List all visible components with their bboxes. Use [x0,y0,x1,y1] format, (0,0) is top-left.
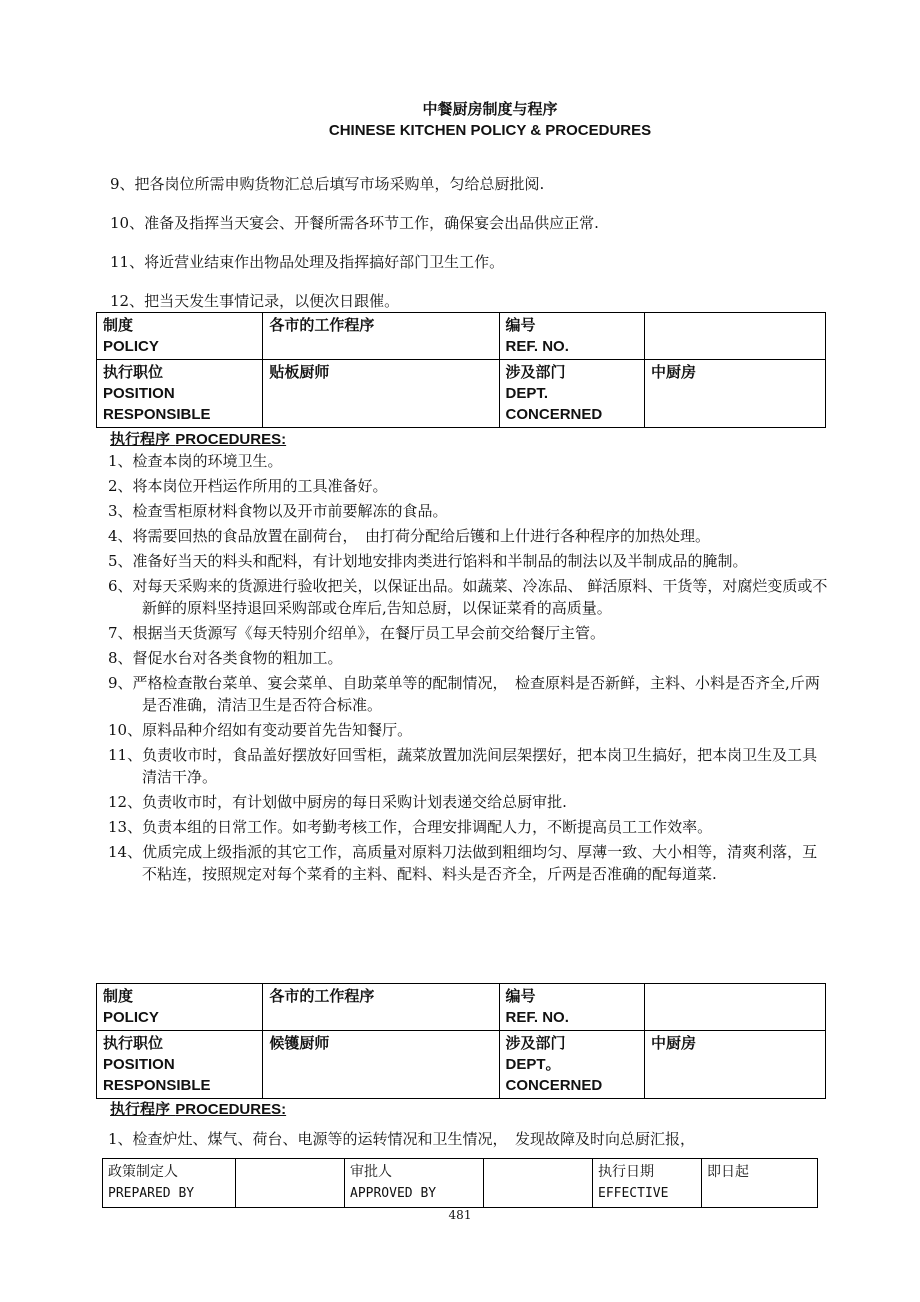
policy-label-cell: 制度 POLICY [97,313,263,360]
ref-value-cell [645,313,826,360]
policy-table-2 [96,983,826,1099]
procedure-item: 13、负责本组的日常工作。如考勤考核工作，合理安排调配人力，不断提高员工工作效率。 [108,818,713,836]
procedure-item: 1、检查炉灶、煤气、荷台、电源等的运转情况和卫生情况， 发现故障及时向总厨汇报， [108,1130,696,1148]
position-value-cell: 贴板厨师 [263,360,499,428]
procedure-item: 9、严格检查散台菜单、宴会菜单、自助菜单等的配制情况， 检查原料是否新鲜，主料、小料是否齐全,斤两是否准确，清洁卫生是否符合标准。 [108,674,820,714]
procedure-item: 3、检查雪柜原材料食物以及开市前要解冻的食品。 [108,502,448,520]
effective-label-cell: 执行日期 EFFECTIVE [593,1159,702,1208]
dept-label-cell: 涉及部门 DEPT. CONCERNED [499,360,645,428]
policy-table-1 [96,312,826,428]
procedure-item: 5、准备好当天的料头和配料，有计划地安排肉类进行馅料和半制品的制法以及半制成品的腌制。 [108,552,748,570]
procedure-item: 10、原料品种介绍如有变动要首先告知餐厅。 [108,721,413,739]
policy-label-cell: 制度 POLICY [97,984,263,1031]
procedure-item: 14、优质完成上级指派的其它工作，高质量对原料刀法做到粗细均匀、厚薄一致、大小相等，清爽利落，互不粘连，按照规定对每个菜肴的主料、配料、料头是否齐全，斤两是否准确的配每道菜. [108,843,818,883]
ref-label-cell: 编号 REF. NO. [499,984,645,1031]
prepared-value-cell [236,1159,345,1208]
document-title-english: CHINESE KITCHEN POLICY & PROCEDURES [328,122,652,139]
intro-item: 10、准备及指挥当天宴会、开餐所需各环节工作，确保宴会出品供应正常. [110,214,599,232]
document-title-chinese: 中餐厨房制度与程序 [422,100,558,118]
approved-value-cell [484,1159,593,1208]
position-label-cell: 执行职位 POSITION RESPONSIBLE [97,360,263,428]
procedure-item: 6、对每天采购来的货源进行验收把关，以保证出品。如蔬菜、冷冻品、 鲜活原料、干货等，对腐烂变质或不新鲜的原料坚持退回采购部或仓库后,告知总厨，以保证菜肴的高质量。 [108,577,828,617]
intro-item: 9、把各岗位所需申购货物汇总后填写市场采购单，匀给总厨批阅. [110,175,545,193]
ref-label-cell: 编号 REF. NO. [499,313,645,360]
procedures-list [108,450,828,888]
procedure-item: 1、检查本岗的环境卫生。 [108,452,283,470]
policy-value-cell: 各市的工作程序 [263,313,499,360]
procedures-heading: 执行程序 PROCEDURES: [110,1100,287,1118]
ref-value-cell [645,984,826,1031]
dept-value-cell: 中厨房 [645,360,826,428]
procedures-heading: 执行程序 PROCEDURES: [110,430,287,448]
effective-value-cell: 即日起 [702,1159,818,1208]
intro-list [110,172,830,328]
procedure-item: 7、根据当天货源写《每天特别介绍单》，在餐厅员工早会前交给餐厅主管。 [108,624,606,642]
procedure-item: 8、督促水台对各类食物的粗加工。 [108,649,343,667]
position-label-cell: 执行职位 POSITION RESPONSIBLE [97,1031,263,1099]
procedure-item: 11、负责收市时，食品盖好摆放好回雪柜，蔬菜放置加洗间层架摆好，把本岗卫生搞好，把本岗卫生及工具清洁干净。 [108,746,818,786]
approved-label-cell: 审批人 APPROVED BY [345,1159,484,1208]
procedure-item: 12、负责收市时，有计划做中厨房的每日采购计划表递交给总厨审批. [108,793,567,811]
dept-value-cell: 中厨房 [645,1031,826,1099]
dept-label-cell: 涉及部门 DEPT。 CONCERNED [499,1031,645,1099]
approval-table [102,1158,818,1208]
policy-value-cell: 各市的工作程序 [263,984,499,1031]
position-value-cell: 候镬厨师 [263,1031,499,1099]
procedure-item: 4、将需要回热的食品放置在副荷台， 由打荷分配给后镬和上什进行各种程序的加热处理。 [108,527,711,545]
page-number: 481 [448,1208,472,1222]
procedure-item: 2、将本岗位开档运作所用的工具准备好。 [108,477,388,495]
intro-item: 11、将近营业结束作出物品处理及指挥搞好部门卫生工作。 [110,253,505,271]
prepared-label-cell: 政策制定人 PREPARED BY [103,1159,236,1208]
intro-item: 12、把当天发生事情记录，以便次日跟催。 [110,292,400,310]
